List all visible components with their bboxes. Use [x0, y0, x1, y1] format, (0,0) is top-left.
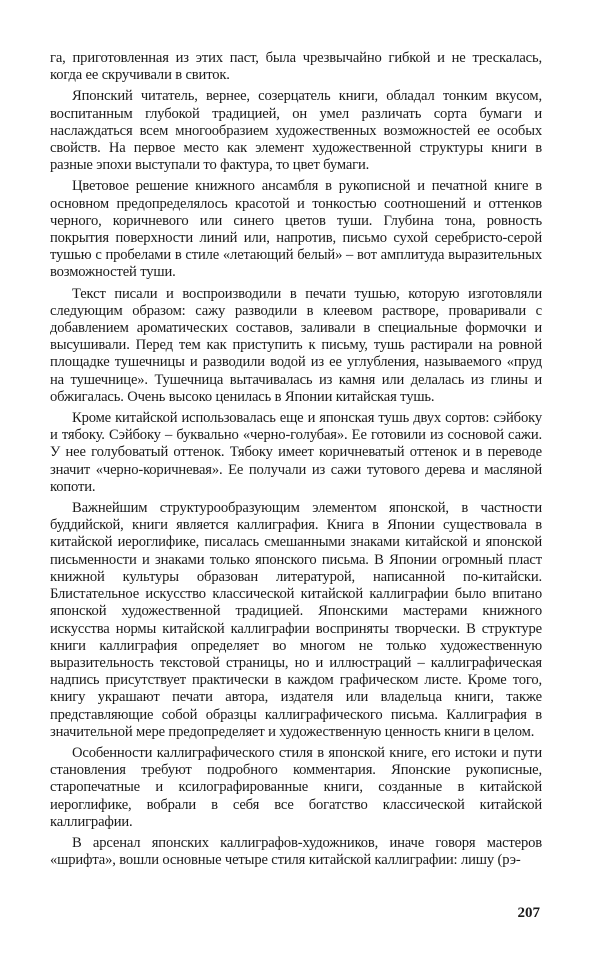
paragraph-7: Особенности каллиграфического стиля в японской книге, его истоки и пути становления требуют подробного комментария. Японские рукописные, старопечатные и ксилографированные книги, созданные в китайской иероглифике, вобрали в себя все богатство классической китайской каллиграфии. — [50, 744, 542, 830]
page-number: 207 — [517, 905, 540, 921]
paragraph-3: Цветовое решение книжного ансамбля в рукописной и печатной книге в основном предопределялось красотой и тонкостью соотношений и оттенков черного, коричневого или синего цветов туши. Глубина тона, ровность покрытия поверхности линий или, напротив, письмо сухой серебристо-серой тушью с пробелами в стиле «летающий белый» – вот амплитуда выразительных возможностей туши. — [50, 178, 542, 281]
paragraph-6: Важнейшим структурообразующим элементом японской, в частности буддийской, книги является каллиграфия. Книга в Японии существовала в китайской иероглифике, писалась смешанными знаками китайской и японской письменности и знаками только японского письма. В Японии огромный пласт книжной культуры образован литературой, написанной по-китайски. Блистательное искусство классической китайской каллиграфии было впитано японской художественной традицией. Японскими мастерами книжного искусства нормы китайской каллиграфии восприняты творчески. В структуре книги каллиграфия определяет во многом не только художественную выразительность текстовой страницы, но и иллюстраций – каллиграфическая надпись присутствует практически в каждом графическом листе. Кроме того, книгу украшают печати автора, издателя или владельца книги, также представляющие собой образцы каллиграфического письма. Каллиграфия в значительной мере предопределяет и художественную ценность книги в целом. — [50, 500, 542, 740]
paragraph-8: В арсенал японских каллиграфов-художников, иначе говоря мастеров «шрифта», вошли основные четыре стиля китайской каллиграфии: лишу (рэ- — [50, 834, 542, 869]
paragraph-1: га, приготовленная из этих паст, была чрезвычайно гибкой и не трескалась, когда ее скручивали в свиток. — [50, 50, 542, 84]
paragraph-5: Кроме китайской использовалась еще и японская тушь двух сортов: сэйбоку и тябоку. Сэйбоку – буквально «черно-голубая». Ее готовили из сосновой сажи. У нее голубоватый оттенок. Тябоку имеет коричневатый оттенок и в переводе значит «черно-коричневая». Ее получали из сажи тутового дерева и масляной копоти. — [50, 410, 542, 495]
book-page-text — [50, 50, 542, 873]
paragraph-4: Текст писали и воспроизводили в печати тушью, которую изготовляли следующим образом: сажу разводили в клеевом растворе, проваривали с добавлением ароматических составов, заливали в специальные формочки и высушивали. Перед тем как приступить к письму, тушь растирали на ровной площадке тушечницы и разводили водой из ее углубления, называемого «пруд на тушечнице». Тушечница вытачивалась из камня или делалась из глины и обжигалась. Очень высоко ценилась в Японии китайская тушь. — [50, 285, 542, 405]
paragraph-2: Японский читатель, вернее, созерцатель книги, обладал тонким вкусом, воспитанным глубокой традицией, он умел различать сорта бумаги и наслаждаться всем многообразием художественных возможностей ее особых свойств. На первое место как элемент художественной структуры книги в разные эпохи выступали то фактура, то цвет бумаги. — [50, 88, 542, 174]
